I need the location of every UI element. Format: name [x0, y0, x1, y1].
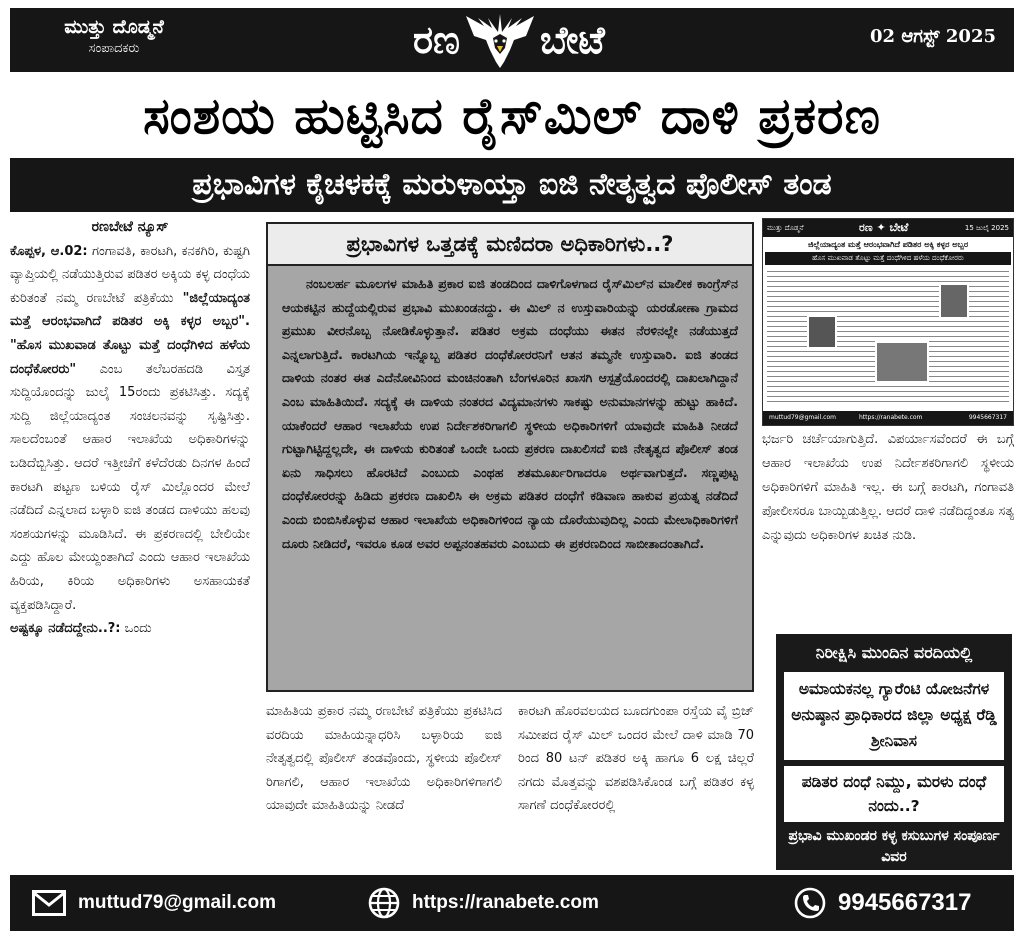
upcoming-report-item-1: ಅಮಾಯಕನಲ್ಲ ಗ್ಯಾರೆಂಟಿ ಯೋಜನೆಗಳ ಅನುಷ್ಠಾನ ಪ್ರಾಧಿಕಾರದ ಜಿಲ್ಲಾ ಅಧ್ಯಕ್ಷ ರೆಡ್ಡಿ ಶ್ರೀನಿವಾಸ [784, 672, 1004, 760]
quoted-headline-2: "ಹೊಸ ಮುಖವಾಡ ತೊಟ್ಟು ಮತ್ತೆ ದಂಧೆಗಿಳಿದ ಹಳೆಯ ದಂಧೆಕೋರರು" [10, 337, 250, 377]
dateline: ಕೊಪ್ಪಳ, ಆ.02: [10, 243, 88, 259]
footer-phone[interactable] [794, 875, 971, 931]
thumbnail-website: https://ranabete.com [859, 414, 923, 421]
section-subhead: ಅಷ್ಟಕ್ಕೂ ನಡೆದದ್ದೇನು..?: [10, 621, 121, 637]
main-headline: ಸಂಶಯ ಹುಟ್ಟಿಸಿದ ರೈಸ್‌ಮಿಲ್ ದಾಳಿ ಪ್ರಕರಣ [143, 87, 881, 145]
footer-email-text: muttud79@gmail.com [78, 892, 276, 913]
thumbnail-headline: ಜಿಲ್ಲೆಯಾದ್ಯಂತ ಮತ್ತೆ ಆರಂಭವಾಗಿದೆ ಪಡಿತರ ಅಕ್ಕಿ ಕಳ್ಳರ ಅಬ್ಬರ [807, 240, 969, 249]
highlight-box [266, 222, 754, 692]
footer-website[interactable] [368, 875, 599, 931]
left-column-sub [10, 617, 250, 641]
footer-bar [10, 875, 1014, 931]
thumbnail-editor: ಮುತ್ತು ದೊಡ್ಮನೆ [767, 224, 804, 232]
footer-email[interactable] [32, 875, 276, 931]
article-body-1: ಗಂಗಾವತಿ, ಕಾರಟಗಿ, ಕನಕಗಿರಿ, ಕುಷ್ಟಗಿ ವ್ಯಾಪ್ತಿಯಲ್ಲಿ ನಡೆಯುತ್ತಿರುವ ಪಡಿತರ ಅಕ್ಕಿಯ ಕಳ್ಳ ದಂಧೆಯ ಕುರಿತಂತೆ ನಮ್ಮ ರಣಬೇಟೆ ಪತ್ರಿಕೆಯು [10, 243, 250, 306]
article-body-3: ಒಂದು [120, 621, 152, 637]
thumbnail-email: muttud79@gmail.com [769, 414, 836, 421]
upcoming-report-heading: ನಿರೀಕ್ಷಿಸಿ ಮುಂದಿನ ವರದಿಯಲ್ಲಿ [815, 643, 973, 662]
editor-block [24, 14, 204, 58]
globe-icon [368, 887, 400, 919]
brand-name-left: ರಣ [412, 18, 460, 62]
thumbnail-phone: 9945667317 [968, 414, 1007, 421]
thumbnail-footer [763, 411, 1013, 425]
editor-role: ಸಂಪಾದಕರು [88, 41, 140, 56]
left-column-text [10, 240, 250, 618]
byline: ರಣಬೇಟೆ ನ್ಯೂಸ್ [91, 219, 169, 235]
thumbnail-brand: ರಣ ✦ ಬೇಟೆ [859, 221, 909, 234]
editor-name: ಮುತ್ತು ದೊಡ್ಮನೆ [64, 16, 164, 38]
phone-icon [794, 887, 826, 919]
highlight-box-body: ನಂಬಲರ್ಹ ಮೂಲಗಳ ಮಾಹಿತಿ ಪ್ರಕಾರ ಐಜಿ ತಂಡದಿಂದ ದಾಳಿಗೊಳಗಾದ ರೈಸ್‌ಮಿಲ್‌ನ ಮಾಲೀಕ ಕಾಂಗ್ರೆಸ್‌ನ ಆಯಕಟ್ಟಿನ ಹುದ್ದೆಯಲ್ಲಿರುವ ಪ್ರಭಾವಿ ಮುಖಂಡನದ್ದು. ಈ ಮಿಲ್ ನ ಉಸ್ತುವಾರಿಯನ್ನು ಯರಡೋಣಾ ಗ್ರಾಮದ ಪ್ರಮುಖ ವೀರನೊಬ್ಬ ನೋಡಿಕೊಳ್ಳುತ್ತಾನೆ. ಪಡಿತರ ಅಕ್ರಮ ದಂಧೆಯು ಈತನ ನೆರಳಿನಲ್ಲೇ ನಡೆಯುತ್ತದೆ ಎನ್ನಲಾಗುತ್ತಿದೆ. ಕಾರಟಗಿಯ ಇನ್ನೊಬ್ಬ ಪಡಿತರ ದಂಧೆಕೋರರನಿಗೆ ಆತನ ತಮ್ಮನೇ ಉಸ್ತುವಾರಿ. ಐಜಿ ತಂಡದ ದಾಳಿಯ ನಂತರ ಈತ ಎದೆನೋವಿನಿಂದ ಮಂಚಿನಂತಾಗಿ ಬೆಂಗಳೂರಿನ ಖಾಸಗಿ ಆಸ್ಪತ್ರೆಯೊಂದರಲ್ಲಿ ದಾಖಲಾಗಿದ್ದಾನೆ ಎಂಬ ಮಾಹಿತಿಯಿದೆ. ಸದ್ಯಕ್ಕೆ ಈ ದಾಳಿಯ ನಂತರದ ವಿದ್ಯಮಾನಗಳು ಸಾಕಷ್ಟು ಅನುಮಾನಗಳನ್ನು ಹುಟ್ಟು ಹಾಕಿದೆ. ಯಾಕೆಂದರೆ ಆಹಾರ ಇಲಾಖೆಯ ಉಪ ನಿರ್ದೇಶಕರಿಗಾಗಲಿ ಸ್ಥಳೀಯ ಅಧಿಕಾರಿಗಳಿಗೆ ಯಾವುದೇ ಮಾಹಿತಿ ನೀಡದೆ ಗುಟ್ಟಾಗಿಟ್ಟಿದ್ದಲ್ಲದೇ, ಈ ದಾಳಿಯ ಕುರಿತಂತೆ ಒಂದೇ ಒಂದು ಪ್ರಕರಣ ದಾಖಲಿಸದೆ ಐಜಿ ನೇತೃತ್ವದ ಪೊಲೀಸ್ ತಂಡ ಏನು ಸಾಧಿಸಲು ಹೊರಟಿದೆ ಎಂಬುದು ಎಂಥಹ ಶತಮೂರ್ಖರಿಗಾದರೂ ಅರ್ಥವಾಗುತ್ತದೆ. ಸಣ್ಣಪುಟ್ಟ ದಂಧೆಕೋರರನ್ನು ಹಿಡಿದು ಪ್ರಕರಣ ದಾಖಲಿಸಿ ಈ ಅಕ್ರಮ ಪಡಿತರ ದಂಧೆಗೆ ಕಡಿವಾಣ ಹಾಕುವ ಪ್ರಯತ್ನ ನಡೆದಿದೆ ಎಂದು ಬಿಂಬಿಸಿಕೊಳ್ಳುವ ಆಹಾರ ಇಲಾಖೆಯ ಅಧಿಕಾರಿಗಳಿಂದ ನ್ಯಾಯ ದೊರೆಯುವುದಿಲ್ಲ ಎಂದು ಮೇಲಾಧಿಕಾರಿಗಳಿಗೆ ದೂರು ನೀಡಿದರೆ, ಇವರೂ ಕೂಡ ಅವರ ಅಪ್ಪನಂತಹವರು ಎಂಬುದು ಈ ಪ್ರಕರಣದಿಂದ ಸಾಬೀತಾದಂತಾಗಿದೆ. [282, 276, 738, 551]
middle-column-1: ಮಾಹಿತಿಯ ಪ್ರಕಾರ ನಮ್ಮ ರಣಬೇಟೆ ಪತ್ರಿಕೆಯು ಪ್ರಕಟಿಸಿದ ವರದಿಯ ಮಾಹಿಯನ್ನಾಧರಿಸಿ ಬಳ್ಳಾರಿಯ ಐಜಿ ನೇತೃತ್ವದಲ್ಲಿ ಪೊಲೀಸ್ ತಂಡವೊಂದು, ಸ್ಥಳೀಯ ಪೊಲೀಸ್ ರಿಗಾಗಲಿ, ಆಹಾರ ಇಲಾಖೆಯ ಅಧಿಕಾರಿಗಳಿಗಾಗಲಿ ಯಾವುದೇ ಮಾಹಿತಿಯನ್ನು ನೀಡದೆ [266, 704, 502, 814]
brand-name-right: ಬೇಟೆ [540, 18, 605, 62]
mail-icon [32, 890, 66, 916]
quoted-headline-1: "ಜಿಲ್ಲೆಯಾದ್ಯಂತ ಮತ್ತೆ ಆರಂಭವಾಗಿದೆ ಪಡಿತರ ಅಕ್ಕಿ ಕಳ್ಳರ ಅಬ್ಬರ". [10, 290, 250, 330]
issue-date: 02 ಆಗಸ್ಟ್ 2025 [870, 26, 996, 47]
previous-issue-thumbnail [762, 218, 1014, 426]
footer-phone-text: 9945667317 [838, 889, 972, 916]
thumbnail-photo [939, 283, 969, 319]
right-column: ಭರ್ಜರಿ ಚರ್ಚೆಯಾಗುತ್ತಿದೆ. ವಿಪರ್ಯಾಸವೆಂದರೆ ಈ ಬಗ್ಗೆ ಆಹಾರ ಇಲಾಖೆಯ ಉಪ ನಿರ್ದೇಶಕರಿಗಾಗಲಿ ಸ್ಥಳೀಯ ಅಧಿಕಾರಿಗಳಿಗೆ ಮಾಹಿತಿ ಇಲ್ಲ. ಈ ಬಗ್ಗೆ ಕಾರಟಗಿ, ಗಂಗಾವತಿ ಪೋಲೀಸರೂ ಬಾಯ್ಬಿಡುತ್ತಿಲ್ಲ. ಆದರೆ ದಾಳಿ ನಡೆದಿದ್ದಂತೂ ಸತ್ಯ ಎನ್ನುವುದು ಅಧಿಕಾರಿಗಳ ಖಚಿತ ನುಡಿ. [762, 432, 1014, 543]
middle-column-2: ಕಾರಟಗಿ ಹೊರವಲಯದ ಬೂದಗುಂಪಾ ರಸ್ತೆಯ ವೈ ಬ್ರಿಜ್ ಸಮೀಪದ ರೈಸ್ ಮಿಲ್ ಒಂದರ ಮೇಲೆ ದಾಳಿ ಮಾಡಿ 70 ರಿಂದ 80 ಟನ್ ಪಡಿತರ ಅಕ್ಕಿ ಹಾಗೂ 6 ಲಕ್ಷ ಚಿಲ್ಲರೆ ನಗದು ಮೊತ್ತವನ್ನು ವಶಪಡಿಸಿಕೊಂಡ ಬಗ್ಗೆ ಪಡಿತರ ಕಳ್ಳ ಸಾಗಣೆ ದಂಧೆಕೋರರಲ್ಲಿ [518, 704, 754, 814]
article-body-2: ಎಂಬ ತಲೆಬರಹದಡಿ ವಿಸ್ತೃತ ಸುದ್ದಿಯೊಂದನ್ನು ಜುಲೈ 15ರಂದು ಪ್ರಕಟಿಸಿತ್ತು. ಸದ್ಯಕ್ಕೆ ಸುದ್ದಿ ಜಿಲ್ಲೆಯಾದ್ಯಂತ ಸಂಚಲನವನ್ನು ಸೃಷ್ಟಿಸಿತ್ತು. ಸಾಲದೆಂಬಂತೆ ಆಹಾರ ಇಲಾಖೆಯ ಅಧಿಕಾರಿಗಳನ್ನು ಬಡಿದೆಬ್ಬಿಸಿತ್ತು. ಆದರೆ ಇತ್ತೀಚೆಗೆ ಕಳೆದೆರಡು ದಿನಗಳ ಹಿಂದೆ ಕಾರಟಗಿ ಪಟ್ಟಣ ಬಳಿಯ ರೈಸ್ ಮಿಲ್ಲೊಂದರ ಮೇಲೆ ನಡೆದಿದೆ ಎನ್ನಲಾದ ಬಳ್ಳಾರಿ ಐಜಿ ತಂಡದ ದಾಳಿಯು ಹಲವು ಸಂಶಯಗಳನ್ನು ಮೂಡಿಸಿದೆ. ಈ ಪ್ರಕರಣದಲ್ಲಿ ಬೇಲಿಯೇ ಎದ್ದು ಹೊಲ ಮೇಯ್ದಂತಾಗಿದೆ ಎಂದು ಆಹಾರ ಇಲಾಖೆಯ ಹಿರಿಯ, ಕಿರಿಯ ಅಧಿಕಾರಿಗಳು ಅಸಹಾಯಕತೆ ವ್ಯಕ್ತಪಡಿಸಿದ್ದಾರೆ. [10, 361, 250, 613]
thumbnail-date: 15 ಜುಲೈ 2025 [964, 224, 1009, 232]
thumbnail-masthead [763, 219, 1013, 237]
brand-logo [340, 10, 670, 70]
eagle-icon [464, 10, 536, 70]
footer-website-text: https://ranabete.com [412, 892, 599, 913]
upcoming-report-box [776, 634, 1012, 870]
highlight-box-title: ಪ್ರಭಾವಿಗಳ ಒತ್ತಡಕ್ಕೆ ಮಣಿದರಾ ಅಧಿಕಾರಿಗಳು..? [268, 224, 752, 266]
upcoming-report-item-2: ಪಡಿತರ ದಂಧೆ ನಿಮ್ದು, ಮರಳು ದಂಧೆ ನಂದು..? [784, 766, 1004, 822]
masthead [10, 8, 1014, 72]
sub-headline: ಪ್ರಭಾವಿಗಳ ಕೈಚಳಕಕ್ಕೆ ಮರುಳಾಯ್ತಾ ಐಜಿ ನೇತೃತ್ವದ ಪೊಲೀಸ್ ತಂಡ [10, 158, 1014, 212]
thumbnail-subheadline: ಹೊಸ ಮುಖವಾಡ ತೊಟ್ಟು ಮತ್ತೆ ದಂಧೆಗಿಳಿದ ಹಳೆಯ ದಂಧೆಕೋರರು [765, 252, 1011, 265]
thumbnail-photo [807, 315, 837, 349]
thumbnail-photo [875, 341, 929, 383]
upcoming-report-footer: ಪ್ರಭಾವಿ ಮುಖಂಡರ ಕಳ್ಳ ಕಸುಬುಗಳ ಸಂಪೂರ್ಣ ವಿವರ [788, 828, 1000, 865]
thumbnail-text-lines [767, 271, 1009, 405]
left-column [10, 216, 250, 868]
